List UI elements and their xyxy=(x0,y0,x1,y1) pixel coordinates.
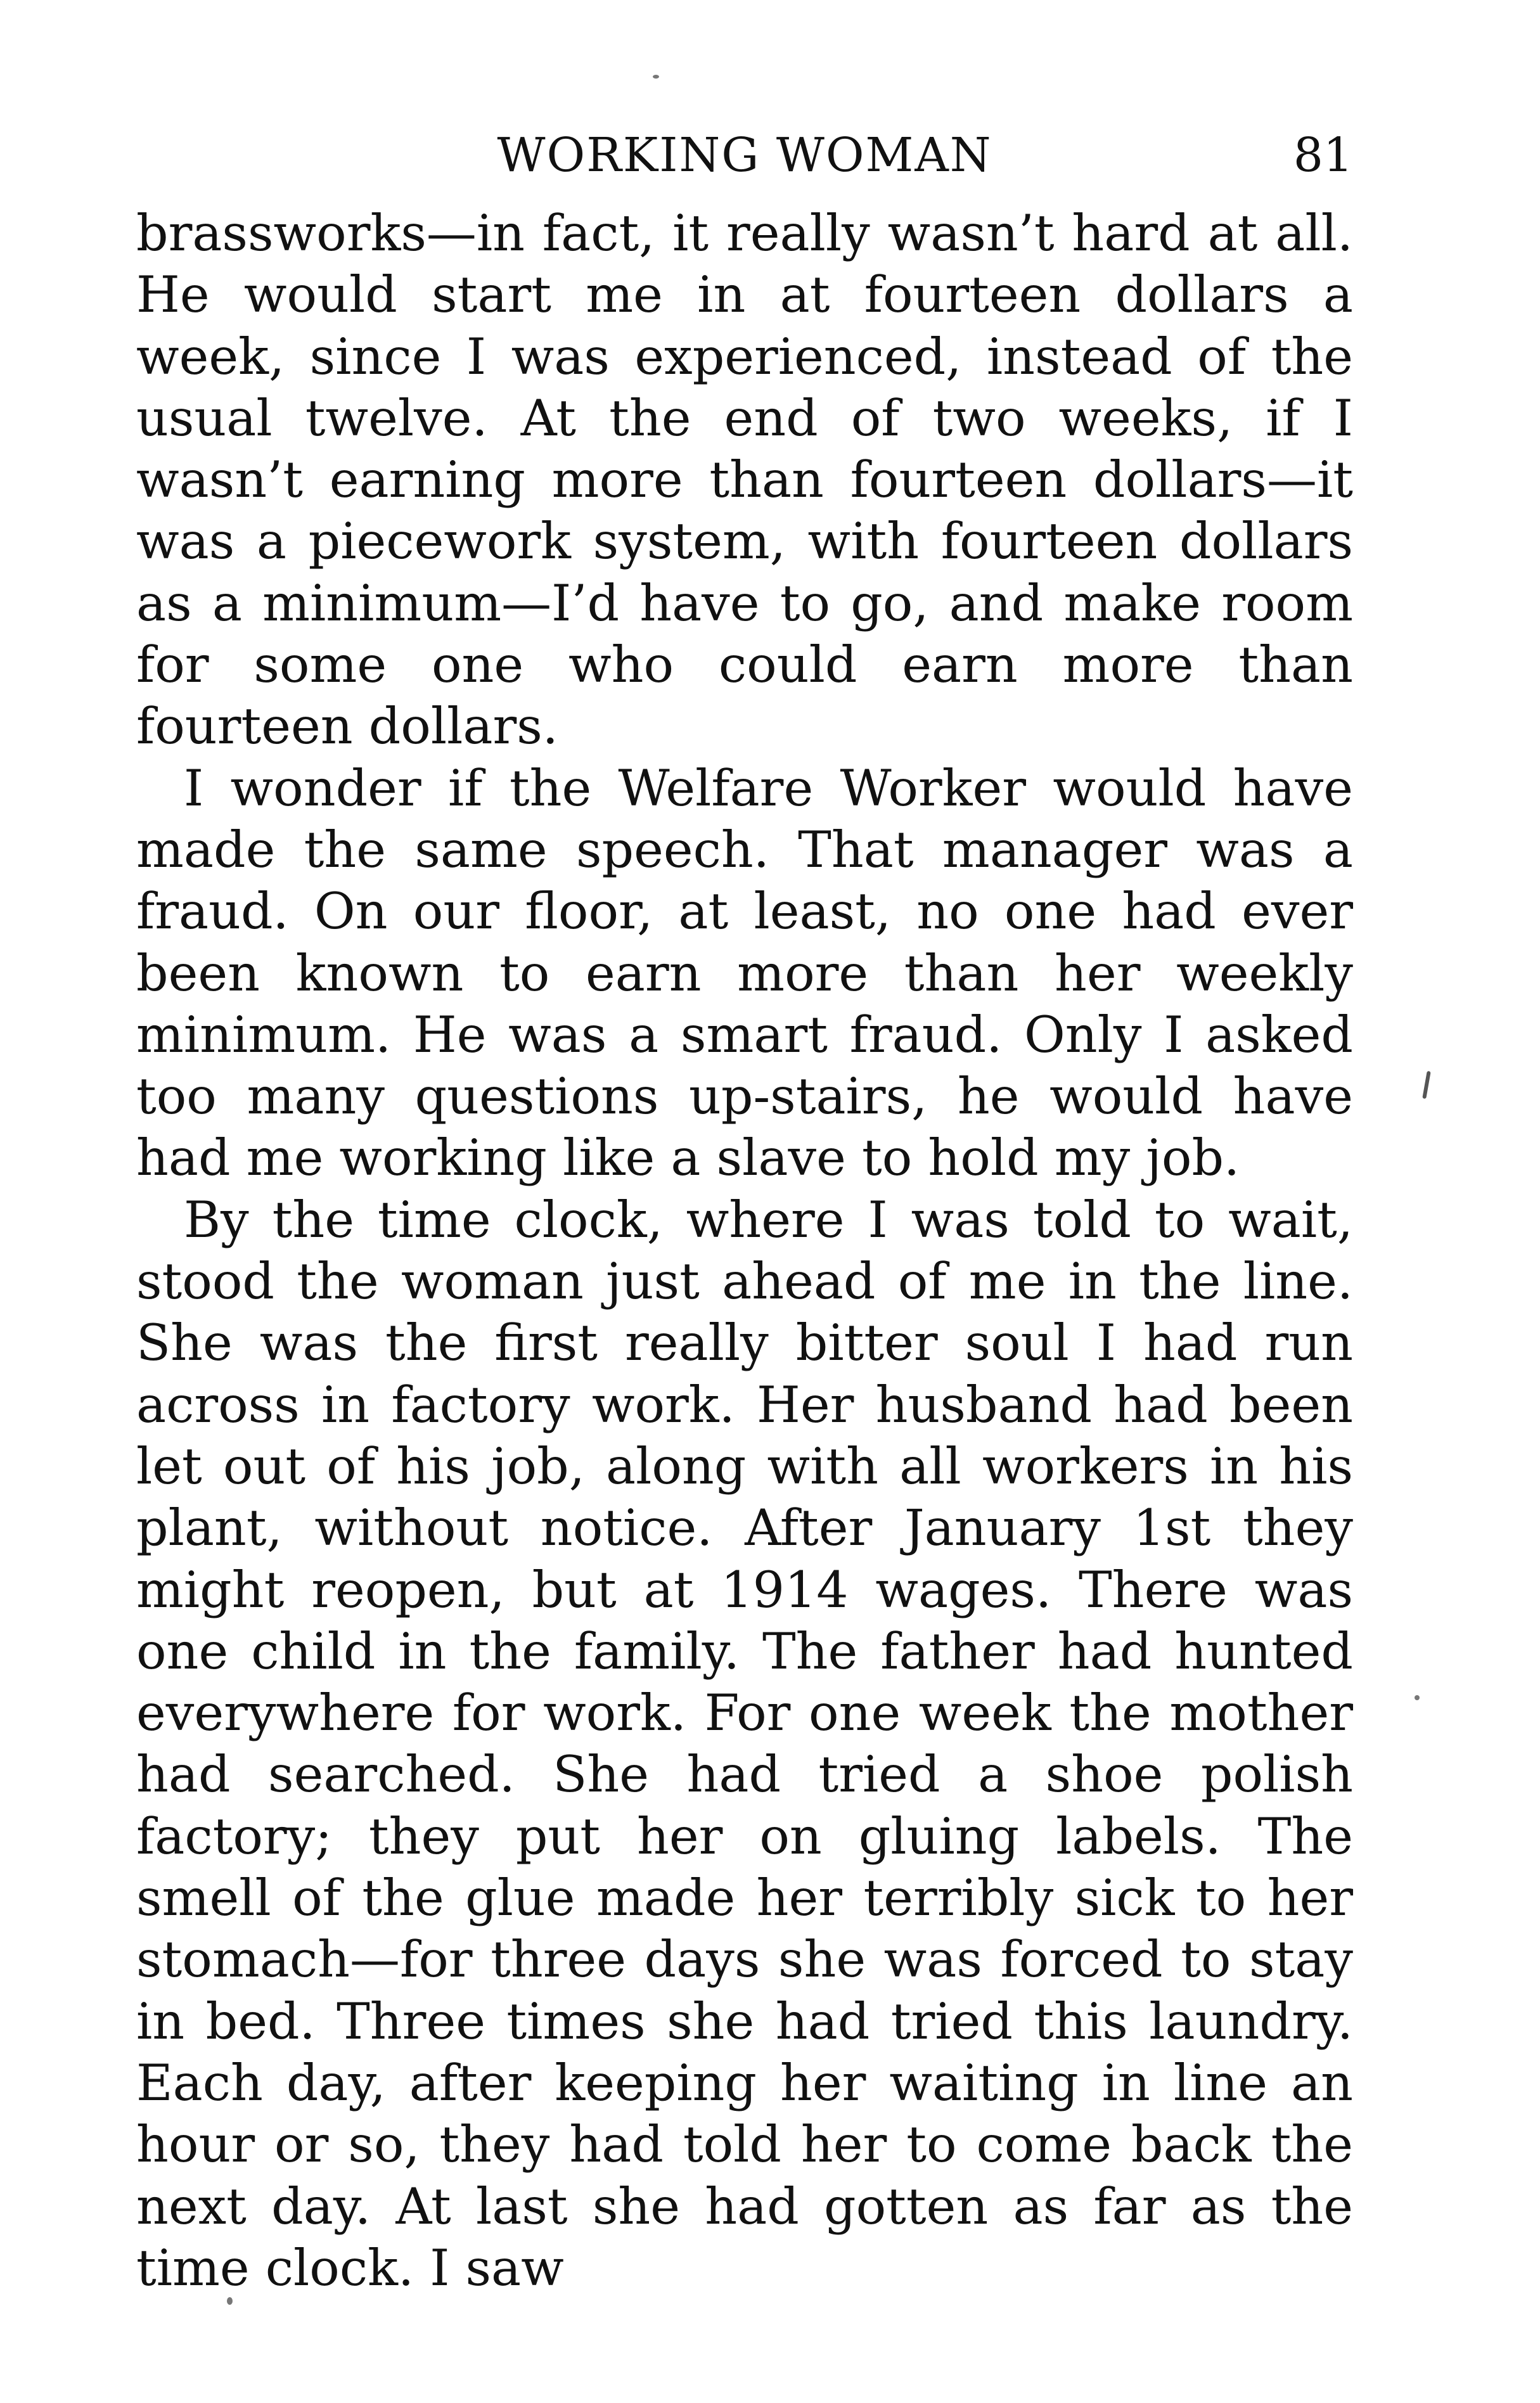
scan-speck xyxy=(653,75,659,79)
scan-speck xyxy=(227,2297,233,2305)
body-text xyxy=(136,203,1353,2299)
paragraph-3: By the time clock, where I was told to wait, stood the woman just ahead of me in the line. She was the first really bitter soul I had run across in factory work. Her husband had been let out of his job, along with all workers in his plant, without notice. After January 1st they might reopen, but at 1914 wages. There was one child in the family. The father had hunted everywhere for work. For one week the mother had searched. She had tried a shoe polish factory; they put her on gluing labels. The smell of the glue made her terribly sick to her stomach—for three days she was forced to stay in bed. Three times she had tried this laundry. Each day, after keeping her waiting in line an hour or so, they had told her to come back the next day. At last she had gotten as far as the time clock. I saw xyxy=(136,1190,1353,2297)
paragraph-2: I wonder if the Welfare Worker would have made the same speech. That manager was a fraud. On our floor, at least, no one had ever been known to earn more than her weekly minimum. He was a smart fraud. Only I asked too many questions up-stairs, he would have had me working like a slave to hold my job. xyxy=(136,759,1353,1188)
page-number: 81 xyxy=(1293,128,1353,183)
paragraph-1: brassworks—in fact, it really wasn’t hard at all. He would start me in at fourteen dollars a week, since I was experienced, instead of the usual twelve. At the end of two weeks, if I wasn’t earning more than fourteen dollars—it was a piecework system, with fourteen dollars as a minimum—I’d have to go, and make room for some one who could earn more than fourteen dollars. xyxy=(136,204,1353,756)
scan-speck xyxy=(1422,1071,1431,1099)
scan-speck xyxy=(1415,1695,1420,1700)
page-header xyxy=(136,120,1353,190)
running-head: WORKING WOMAN xyxy=(497,128,992,183)
